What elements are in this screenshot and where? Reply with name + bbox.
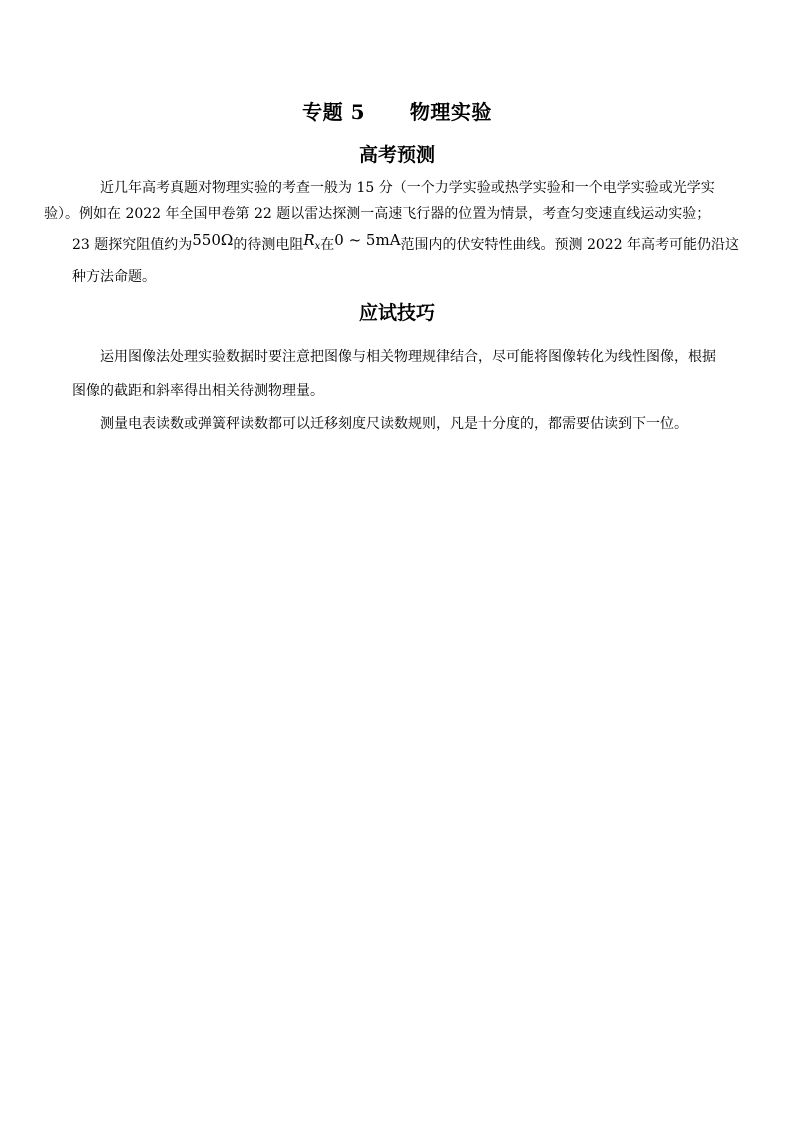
current-range: 0 ~ 5mA <box>334 231 401 249</box>
exam-tips-paragraph-1: 运用图像法处理实验数据时要注意把图像与相关物理规律结合，尽可能将图像转化为线性图像，根据图像的截距和斜率得出相关待测物理量。 <box>72 349 716 399</box>
exam-tips-paragraph-2: 测量电表读数或弹簧秤读数都可以迁移刻度尺读数规则，凡是十分度的，都需要估读到下一位。 <box>100 416 688 432</box>
line3-text-c: 在 <box>320 237 335 253</box>
exam-prediction-paragraph <box>44 178 740 287</box>
resistor-symbol <box>303 231 321 252</box>
paragraph-line-2: 验）。例如在 2022 年全国甲卷第 22 题以雷达探测一高速飞行器的位置为情景，考查匀变速直线运动实验； <box>44 206 711 222</box>
paragraph-line-4: 种方法命题。 <box>72 269 156 285</box>
document-title: 专题 5 物理实验 <box>302 100 492 124</box>
paragraph-line-3 <box>44 231 740 261</box>
line3-text-b: 的待测电阻 <box>233 237 304 253</box>
section-heading-exam-tips: 应试技巧 <box>358 302 435 324</box>
line3-text-a: 23 题探究阻值约为 <box>72 237 193 253</box>
paragraph-line-1: 近几年高考真题对物理实验的考查一般为 15 分（一个力学实验或热学实验和一个电学实验或光学实 <box>100 180 715 196</box>
resistance-value: 550Ω <box>192 231 234 249</box>
resistor-symbol-subscript: x <box>314 241 321 252</box>
line3-text-d: 范围内的伏安特性曲线。预测 2022 年高考可能仍沿这 <box>400 237 740 253</box>
resistor-symbol-base: R <box>303 231 315 249</box>
section-heading-exam-prediction: 高考预测 <box>358 144 435 166</box>
